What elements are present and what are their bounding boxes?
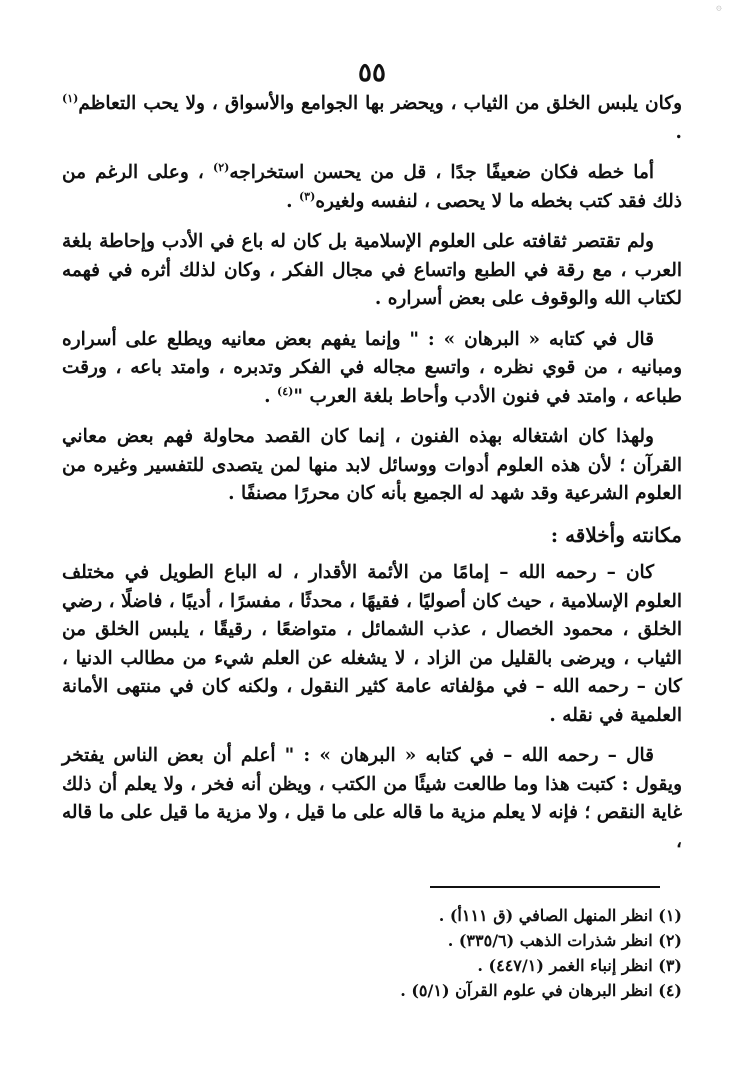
paragraph-5: ولهذا كان اشتغاله بهذه الفنون ، إنما كان القصد محاولة فهم بعض معاني القرآن ؛ لأن هذه العلوم أدوات ووسائل لابد منها لمن يتصدى للتفسير وغيره من العلوم الشرعية وقد شهد له الجميع بأنه كان محررًا مصنفًا . bbox=[62, 426, 682, 504]
paragraph-2 bbox=[62, 159, 682, 216]
footnote-4: (٤) انظر البرهان في علوم القرآن (٥/١) . bbox=[400, 981, 682, 1000]
paragraph-3: ولم تقتصر ثقافته على العلوم الإسلامية بل كان له باع في الأدب وإحاطة بلغة العرب ، مع رقة في الطبع واتساع في مجال الفكر ، وكان لذلك أثره في فهمه لكتاب الله والوقوف على بعض أسراره . bbox=[62, 231, 682, 309]
section-heading: مكانته وأخلاقه : bbox=[550, 522, 682, 547]
paragraph-4 bbox=[62, 326, 682, 412]
section-paragraph-1: كان – رحمه الله – إمامًا من الأئمة الأقدار ، له الباع الطويل في مختلف العلوم الإسلامية ، حيث كان أصوليًا ، فقيهًا ، محدثًا ، مفسرًا ، أديبًا ، فاضلًا ، رضي الخلق ، محمود الخصال ، عذب الشمائل ، متواضعًا ، رقيقًا ، يلبس الخلق من الثياب ، ويرضى بالقليل من الزاد ، لا يشغله عن العلم شيء من مطالب الدنيا ، كان – رحمه الله – في مؤلفاته عامة كثير النقول ، ولكنه كان في منتهى الأمانة العلمية في نقله . bbox=[62, 562, 682, 726]
footnote-divider bbox=[430, 886, 660, 888]
paragraph-4-text: قال في كتابه « البرهان » : " وإنما يفهم بعض معانيه ويطلع على أسراره ومبانيه ، من قوي نظره ، واتسع مجاله في الفكر وتدبره ، وامتد باعه ، ورقت طباعه ، وامتد في فنون الأدب وأحاط بلغة العرب " bbox=[62, 328, 682, 407]
footnote-ref-1: (١) bbox=[62, 91, 79, 105]
footnote-2: (٢) انظر شذرات الذهب (٣٣٥/٦) . bbox=[447, 931, 682, 950]
paragraph-4-end: . bbox=[264, 385, 277, 407]
footnote-3: (٣) انظر إنباء الغمر (٤٤٧/١) . bbox=[477, 956, 682, 975]
paragraph-2-text-b: ، وعلى الرغم من ذلك فقد كتب بخطه ما لا يحصى ، لنفسه ولغيره bbox=[62, 162, 682, 212]
paragraph-2-end: . bbox=[286, 190, 299, 212]
paragraph-1-end: . bbox=[675, 121, 682, 143]
footnote-1: (١) انظر المنهل الصافي (ق ١١١أ) . bbox=[438, 906, 682, 925]
page-number: ٥٥ bbox=[358, 58, 386, 88]
paragraph-2-text-a: أما خطه فكان ضعيفًا جدًا ، قل من يحسن استخراجه bbox=[229, 162, 654, 183]
paragraph-1 bbox=[62, 90, 682, 147]
footnote-ref-2: (٢) bbox=[213, 160, 230, 174]
footnote-ref-4: (٤) bbox=[277, 384, 294, 398]
paragraph-1-text: وكان يلبس الخلق من الثياب ، ويحضر بها الجوامع والأسواق ، ولا يحب التعاظم bbox=[78, 93, 682, 114]
body-text bbox=[62, 90, 682, 868]
footnote-ref-3: (٣) bbox=[298, 189, 316, 203]
footnotes bbox=[62, 903, 682, 1003]
corner-mark: ۞ bbox=[716, 2, 722, 13]
section-paragraph-2: قال – رحمه الله – في كتابه « البرهان » : " أعلم أن بعض الناس يفتخر ويقول : كتبت هذا وما طالعت شيئًا من الكتب ، ويظن أنه فخر ، ولا يعلم أن ذلك غاية النقص ؛ فإنه لا يعلم مزية ما قاله على ما قيل ، ولا مزية ما قيل على ما قاله ، bbox=[62, 745, 682, 852]
